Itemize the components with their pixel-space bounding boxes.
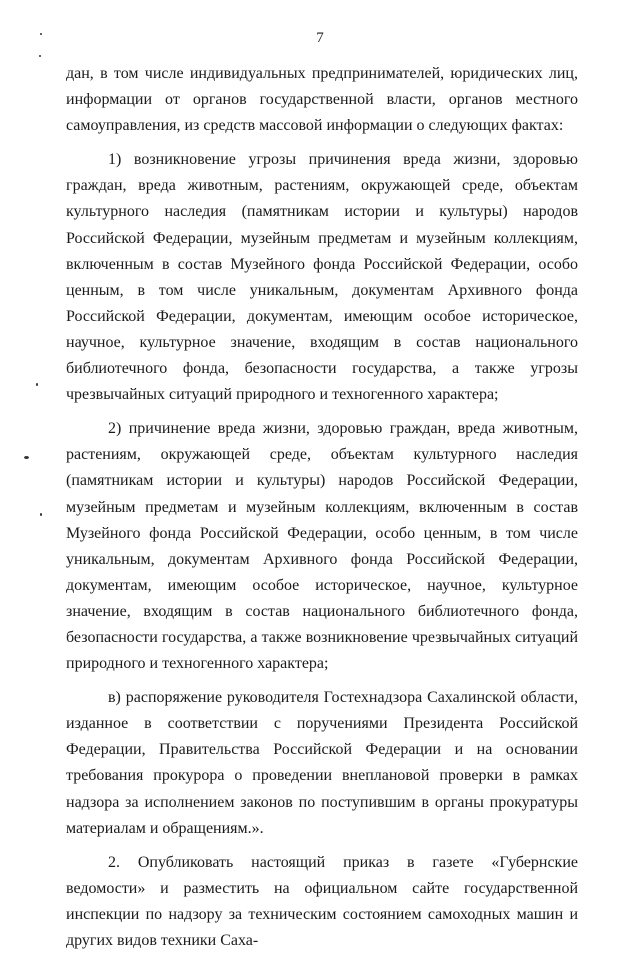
scan-speck — [36, 383, 38, 386]
scan-speck — [39, 55, 41, 57]
paragraph-continuation: дан, в том числе индивидуальных предпринимателей, юридических лиц, информации от органов государственной власти, органов местного самоуправления, из средств массовой информации о следующих фактах: — [66, 65, 578, 135]
paragraph-item-2: 2) причинение вреда жизни, здоровью граждан, вреда животным, растениям, окружающей среде, объектам культурного наследия (памятникам истории и культуры) народов Российской Федерации, музейным предметам и музейным коллекциям, включенным в состав Музейного фонда Российской Федерации, особо ценным, в том числе уникальным, документам Архивного фонда Российской Федерации, документам, имеющим особое историческое, научное, культурное значение, входящим в состав национального библиотечного фонда, безопасности государства, а также возникновение чрезвычайных ситуаций природного и техногенного характера; — [66, 420, 578, 673]
paragraph-item-v: в) распоряжение руководителя Гостехнадзора Сахалинской области, изданное в соответствии с поручениями Президента Российской Федерации, Правительства Российской Федерации и на основании требования прокурора о проведении внеплановой проверки в рамках надзора за исполнением законов по поступившим в органы прокуратуры материалам и обращениям.». — [66, 689, 578, 837]
document-body — [66, 61, 578, 962]
page-number: 7 — [316, 30, 324, 46]
scan-speck — [40, 513, 42, 516]
scan-speck — [24, 456, 29, 459]
scan-speck — [40, 33, 42, 35]
paragraph-item-point-2: 2. Опубликовать настоящий приказ в газете «Губернские ведомости» и разместить на официальном сайте государственной инспекции по надзору за техническим состоянием самоходных машин и других видов техники Саха- — [66, 853, 578, 949]
paragraph-item-1: 1) возникновение угрозы причинения вреда жизни, здоровью граждан, вреда животным, растениям, окружающей среде, объектам культурного наследия (памятникам истории и культуры) народов Российской Федерации, музейным предметам и музейным коллекциям, включенным в состав Музейного фонда Российской Федерации, особо ценным, в том числе уникальным, документам Архивного фонда Российской Федерации, документам, имеющим особое историческое, научное, культурное значение, входящим в состав национального библиотечного фонда, безопасности государства, а также угрозы чрезвычайных ситуаций природного и техногенного характера; — [66, 151, 578, 404]
